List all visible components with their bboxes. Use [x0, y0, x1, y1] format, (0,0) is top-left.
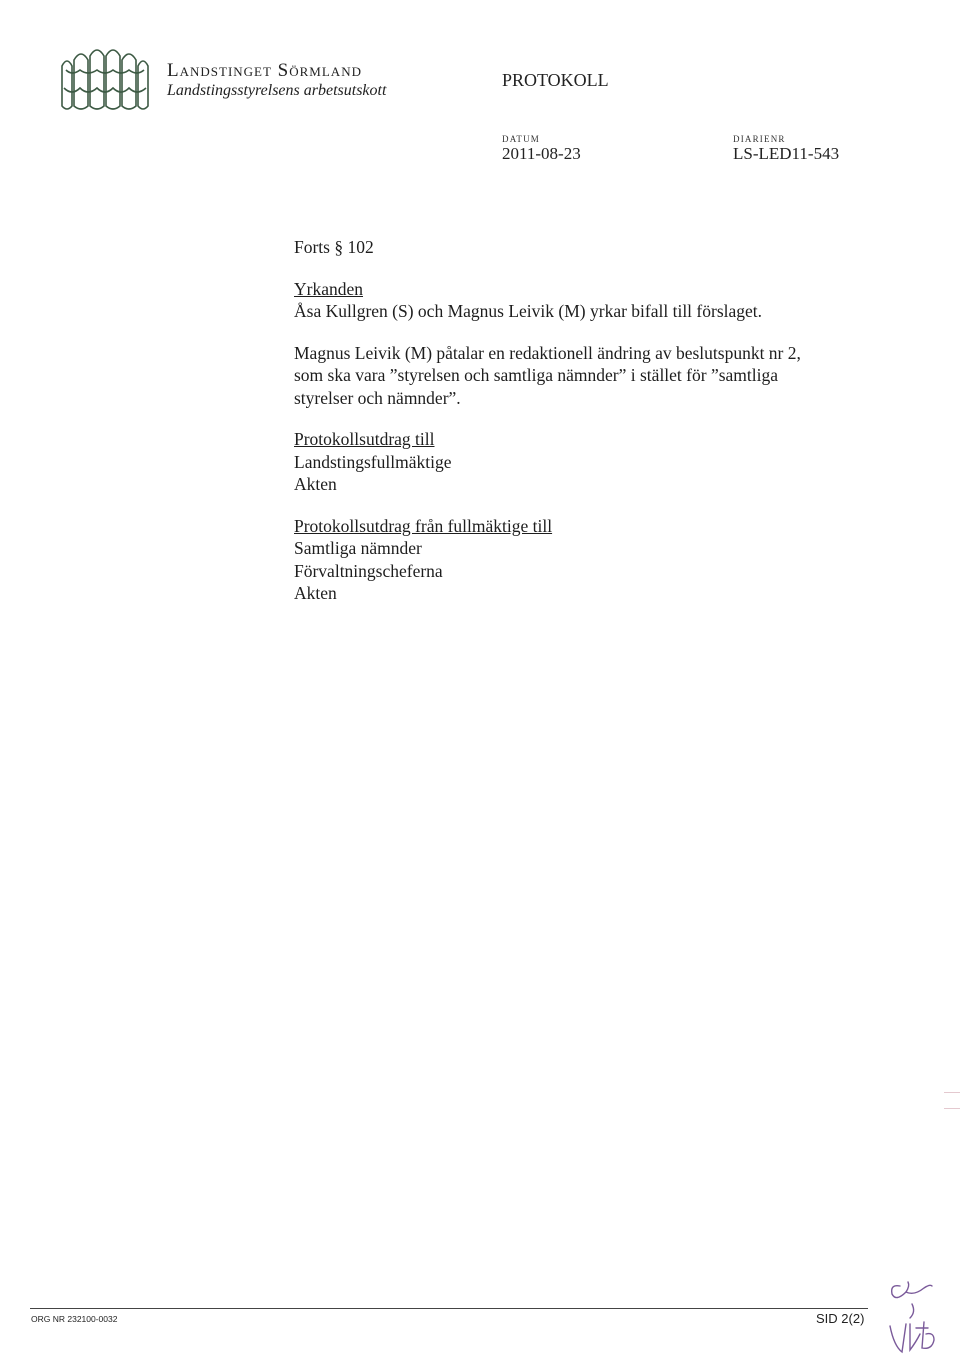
yrkanden-heading: Yrkanden: [294, 278, 364, 299]
paragraph-line: Magnus Leivik (M) påtalar en redaktionell ändring av beslutspunkt nr 2,: [294, 342, 801, 363]
organization-name: Landstinget Sörmland: [167, 60, 362, 81]
section-title: Forts § 102: [294, 237, 374, 257]
footer-divider: [30, 1308, 868, 1309]
document-body: [294, 236, 854, 605]
yrkanden-text: Åsa Kullgren (S) och Magnus Leivik (M) yrkar bifall till förslaget.: [294, 301, 763, 321]
signature-initials: [880, 1272, 952, 1356]
paragraph-line: som ska vara ”styrelsen och samtliga nämnder” i stället för ”samtliga: [294, 365, 779, 385]
diarienr-label: DIARIENR: [733, 134, 786, 144]
handwritten-initials-icon: [880, 1272, 952, 1356]
scan-edge-mark: [944, 1108, 960, 1109]
diarienr-value: LS-LED11-543: [733, 144, 840, 163]
date-label: DATUM: [502, 134, 541, 144]
distribution-heading: Protokollsutdrag från fullmäktige till: [294, 515, 553, 536]
distribution-item: Akten: [294, 583, 337, 603]
organization-subtitle: Landstingsstyrelsens arbetsutskott: [167, 82, 387, 99]
distribution-item: Landstingsfullmäktige: [294, 451, 452, 472]
distribution-item: Akten: [294, 474, 337, 494]
distribution-heading: Protokollsutdrag till: [294, 429, 435, 449]
document-type: PROTOKOLL: [502, 70, 609, 90]
scan-edge-mark: [944, 1092, 960, 1093]
paragraph-line: styrelser och nämnder”.: [294, 387, 461, 408]
distribution-item: Förvaltningscheferna: [294, 560, 443, 581]
landsting-logo: [58, 48, 150, 114]
date-value: 2011-08-23: [502, 144, 581, 163]
tulip-crown-logo-icon: [58, 48, 150, 114]
org-number: ORG NR 232100-0032: [31, 1314, 118, 1324]
distribution-item: Samtliga nämnder: [294, 538, 422, 558]
page-number: SID 2(2): [816, 1311, 865, 1326]
